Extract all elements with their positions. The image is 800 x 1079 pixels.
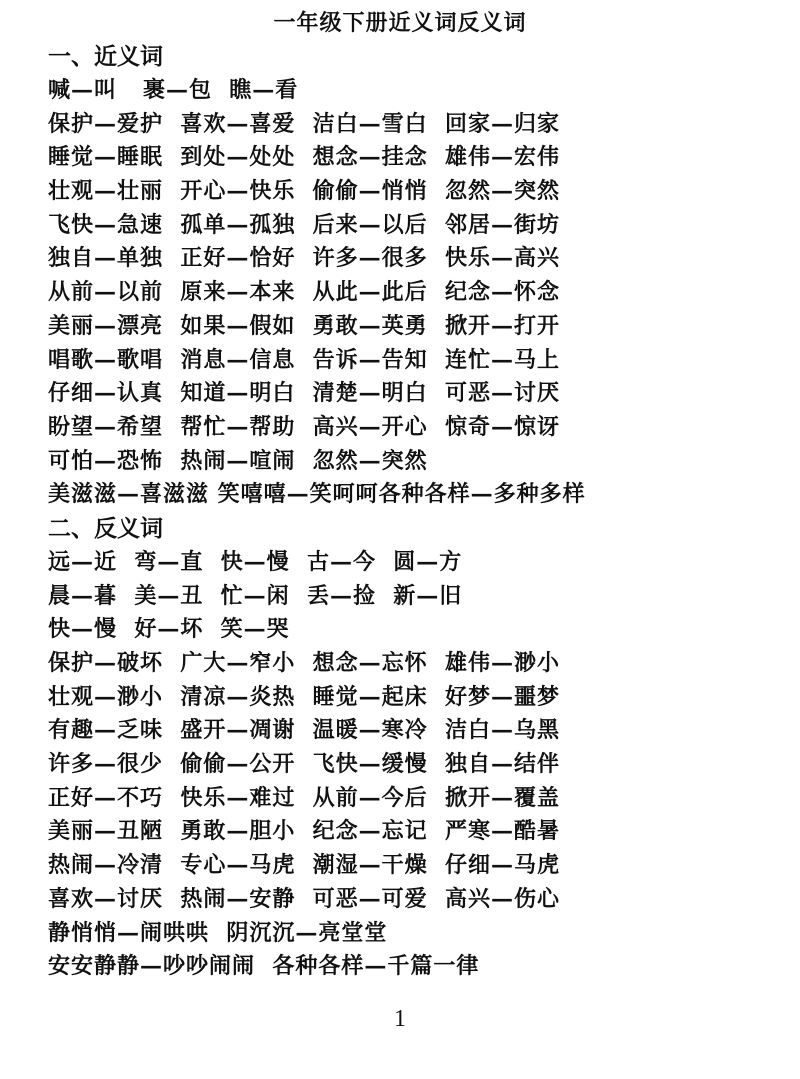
antonym-line: 保护—破坏 广大—窄小 想念—忘怀 雄伟—渺小 — [48, 650, 560, 676]
synonym-line: 仔细—认真 知道—明白 清楚—明白 可恶—讨厌 — [48, 380, 560, 407]
antonym-line: 远—近 弯—直 快—慢 古—今 圆—方 — [48, 548, 463, 575]
antonym-line: 正好—不巧 快乐—难过 从前—今后 掀开—覆盖 — [48, 784, 560, 811]
antonyms-heading: 二、反义词 — [48, 514, 163, 542]
antonym-line: 许多—很少 偷偷—公开 飞快—缓慢 独自—结伴 — [48, 751, 560, 778]
antonym-line: 喜欢—讨厌 热闹—安静 可恶—可爱 高兴—伤心 — [48, 885, 560, 912]
synonym-line: 睡觉—睡眠 到处—处处 想念—挂念 雄伟—宏伟 — [48, 144, 560, 171]
synonyms-section — [48, 40, 768, 512]
synonym-line: 唱歌—歌唱 消息—信息 告诉—告知 连忙—马上 — [48, 346, 560, 373]
synonym-line: 从前—以前 原来—本来 从此—此后 纪念—怀念 — [48, 279, 560, 306]
synonym-line: 喊—叫 裹—包 瞧—看 — [48, 77, 299, 103]
antonym-line: 美丽—丑陋 勇敢—胆小 纪念—忘记 严寒—酷暑 — [48, 818, 560, 845]
synonym-line: 美滋滋—喜滋滋 笑嘻嘻—笑呵呵各种各样—多种多样 — [48, 481, 586, 508]
antonym-line: 壮观—渺小 清凉—炎热 睡觉—起床 好梦—噩梦 — [48, 683, 560, 710]
document-content — [48, 40, 768, 984]
antonym-line: 晨—暮 美—丑 忙—闲 丢—捡 新—旧 — [48, 582, 463, 609]
synonym-line: 盼望—希望 帮忙—帮助 高兴—开心 惊奇—惊讶 — [48, 413, 560, 440]
synonym-line: 独自—单独 正好—恰好 许多—很多 快乐—高兴 — [48, 245, 560, 272]
synonym-line: 可怕—恐怖 热闹—喧闹 忽然—突然 — [48, 447, 428, 474]
synonym-line: 壮观—壮丽 开心—快乐 偷偷—悄悄 忽然—突然 — [48, 178, 560, 205]
antonyms-section — [48, 512, 768, 984]
antonym-line: 热闹—冷清 专心—马虎 潮湿—干燥 仔细—马虎 — [48, 852, 560, 879]
page-number: 1 — [394, 1006, 406, 1032]
antonym-line: 静悄悄—闹哄哄 阴沉沉—亮堂堂 — [48, 919, 388, 946]
synonym-line: 美丽—漂亮 如果—假如 勇敢—英勇 掀开—打开 — [48, 312, 560, 339]
synonym-line: 保护—爱护 喜欢—喜爱 洁白—雪白 回家—归家 — [48, 110, 560, 137]
synonyms-heading: 一、近义词 — [48, 43, 163, 70]
antonym-line: 有趣—乏味 盛开—凋谢 温暖—寒冷 洁白—乌黑 — [48, 717, 560, 744]
page-title: 一年级下册近义词反义词 — [273, 10, 527, 36]
antonym-line: 快—慢 好—坏 笑—哭 — [48, 616, 290, 643]
antonym-line: 安安静静—吵吵闹闹 各种各样—千篇一律 — [48, 953, 480, 980]
synonym-line: 飞快—急速 孤单—孤独 后来—以后 邻居—街坊 — [48, 211, 560, 238]
